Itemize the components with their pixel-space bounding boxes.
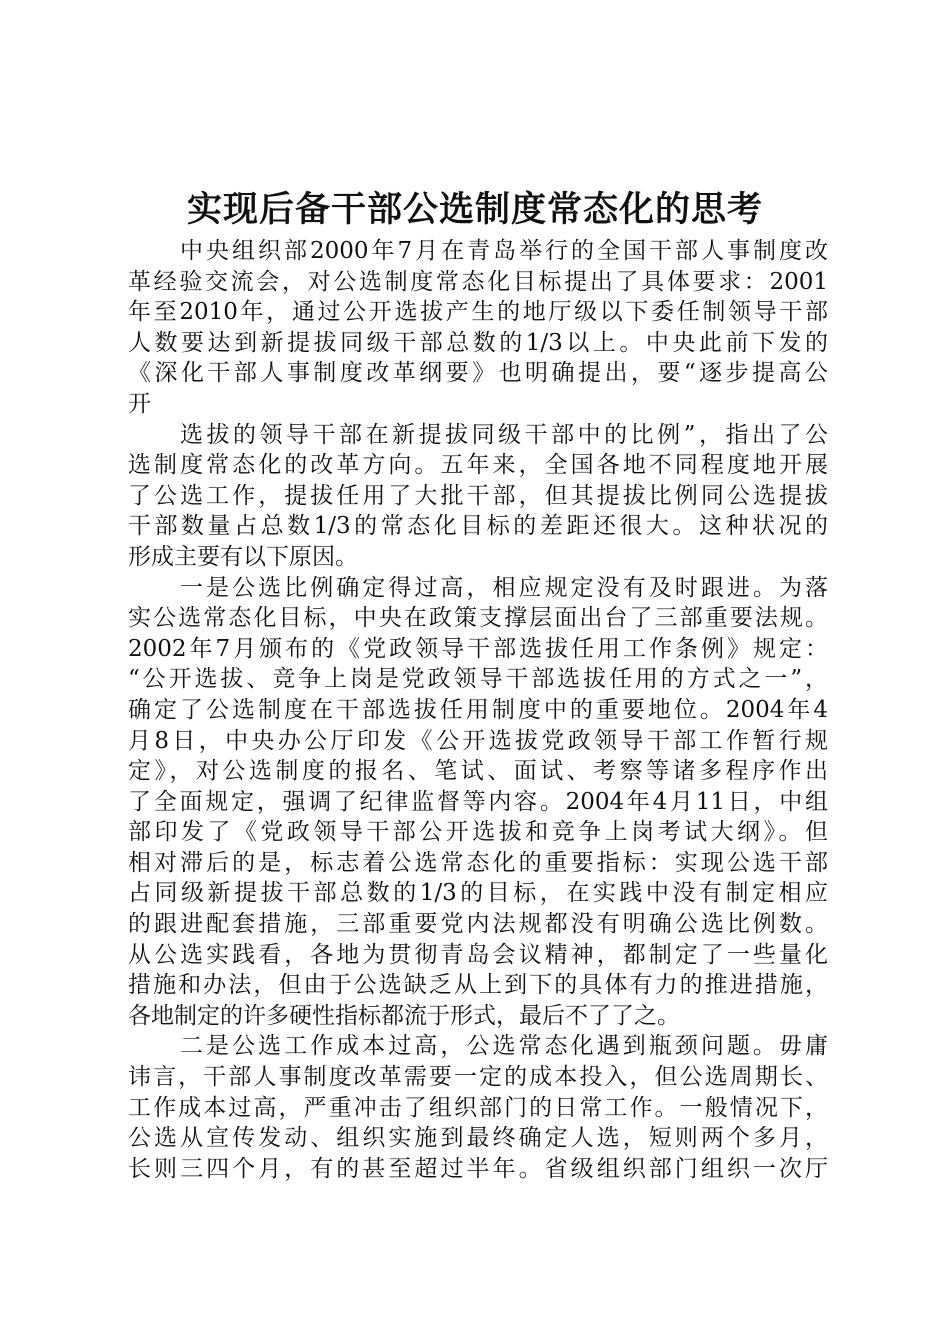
document-title: 实现后备干部公选制度常态化的思考 (186, 190, 763, 230)
text-line: 一是公选比例确定得过高，相应规定没有及时跟进。为落 (180, 574, 828, 601)
text-line: 长则三四个月，有的甚至超过半年。省级组织部门组织一次厅 (128, 1155, 828, 1182)
text-line: 各地制定的许多硬性指标都流于形式，最后不了了之。 (128, 1002, 680, 1029)
text-line: 从公选实践看，各地为贯彻青岛会议精神，都制定了一些量化 (128, 941, 828, 968)
text-line: 相对滞后的是，标志着公选常态化的重要指标：实现公选干部 (128, 849, 828, 876)
text-line: 《深化干部人事制度改革纲要》也明确提出，要“逐步提高公 (128, 360, 828, 387)
text-line: 干部数量占总数1/3的常态化目标的差距还很大。这种状况的 (128, 513, 828, 540)
text-line: 了全面规定，强调了纪律监督等内容。2004年4月11日，中组 (128, 788, 828, 815)
text-line: 月8日，中央办公厅印发《公开选拔党政领导干部工作暂行规 (128, 727, 828, 754)
text-line: 实公选常态化目标，中央在政策支撑层面出台了三部重要法规。 (128, 605, 828, 632)
text-line: 定》，对公选制度的报名、笔试、面试、考察等诸多程序作出 (128, 758, 828, 785)
text-line: 的跟进配套措施，三部重要党内法规都没有明确公选比例数。 (128, 911, 828, 938)
text-line: 选拔的领导干部在新提拔同级干部中的比例”，指出了公 (180, 421, 828, 448)
text-line: 形成主要有以下原因。 (128, 543, 358, 570)
text-line: 确定了公选制度在干部选拔任用制度中的重要地位。2004年4 (128, 696, 828, 723)
text-line: 中央组织部2000年7月在青岛举行的全国干部人事制度改 (180, 238, 828, 264)
text-line: 措施和办法，但由于公选缺乏从上到下的具体有力的推进措施， (128, 972, 828, 999)
text-line: 了公选工作，提拔任用了大批干部，但其提拔比例同公选提拔 (128, 482, 828, 509)
text-line: 占同级新提拔干部总数的1/3的目标，在实践中没有制定相应 (128, 880, 828, 907)
text-line: “公开选拔、竞争上岗是党政领导干部选拔任用的方式之一”， (128, 666, 828, 693)
text-line: 人数要达到新提拔同级干部总数的1/3以上。中央此前下发的 (128, 329, 828, 356)
text-line: 年至2010年，通过公开选拔产生的地厅级以下委任制领导干部 (128, 299, 828, 326)
text-line: 部印发了《党政领导干部公开选拔和竞争上岗考试大纲》。但 (128, 819, 828, 846)
text-line: 开 (128, 390, 151, 417)
text-line: 2002年7月颁布的《党政领导干部选拔任用工作条例》规定： (128, 635, 828, 662)
text-line: 选制度常态化的改革方向。五年来，全国各地不同程度地开展 (128, 452, 828, 479)
text-line: 讳言，干部人事制度改革需要一定的成本投入，但公选周期长、 (128, 1064, 828, 1091)
text-line: 二是公选工作成本过高，公选常态化遇到瓶颈问题。毋庸 (180, 1033, 828, 1060)
text-line: 工作成本过高，严重冲击了组织部门的日常工作。一般情况下， (128, 1094, 828, 1121)
document-body (128, 236, 828, 1184)
text-line: 革经验交流会，对公选制度常态化目标提出了具体要求：2001 (128, 268, 828, 295)
text-line: 公选从宣传发动、组织实施到最终确定人选，短则两个多月， (128, 1125, 828, 1152)
